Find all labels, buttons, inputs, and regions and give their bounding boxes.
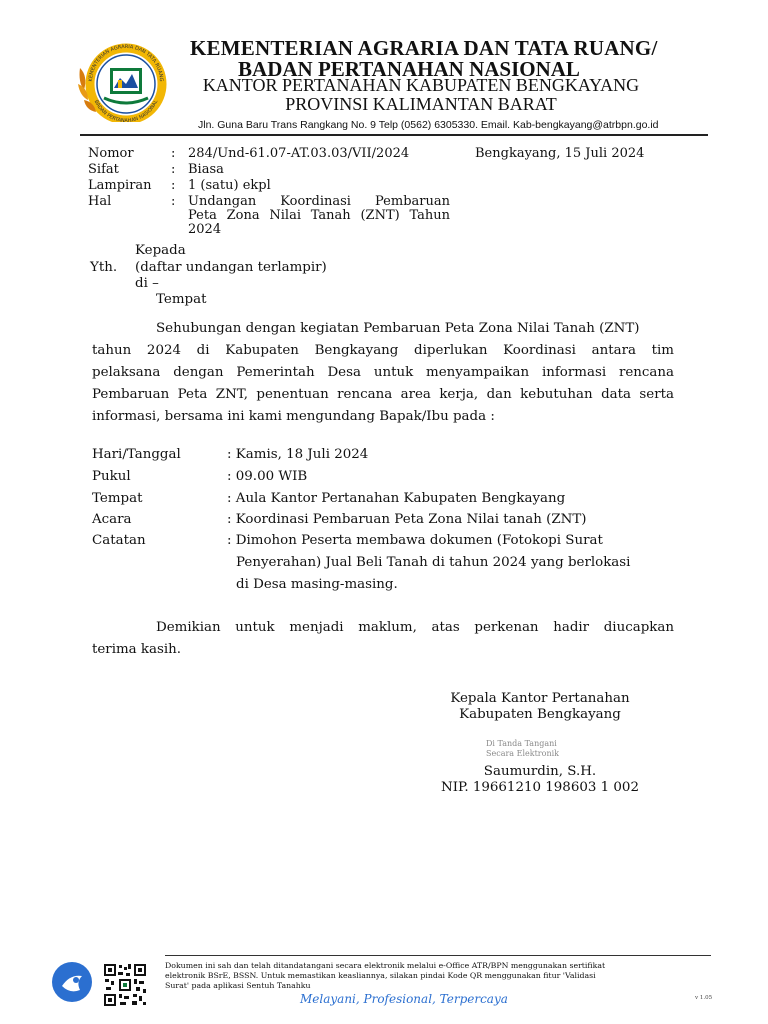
lampiran-label: Lampiran xyxy=(88,178,152,193)
recipient-di: di – xyxy=(135,276,159,291)
body-line2: tahun 2024 di Kabupaten Bengkayang diperlukan Koordinasi antara tim xyxy=(92,343,674,358)
body-line4: Pembaruan Peta ZNT, penentuan rencana area kerja, dan kebutuhan data serta xyxy=(92,387,674,402)
sifat-colon: : xyxy=(171,162,176,177)
footer-line1: Dokumen ini sah dan telah ditandatangani secara elektronik melalui e-Office ATR/BPN menggunakan sertifikat xyxy=(165,961,606,970)
sifat-value: Biasa xyxy=(188,162,224,177)
letterhead-ministry: KEMENTERIAN AGRARIA DAN TATA RUANG/ xyxy=(190,36,658,60)
nomor-value: 284/Und-61.07-AT.03.03/VII/2024 xyxy=(188,146,410,161)
footer-tagline: Melayani, Profesional, Terpercaya xyxy=(300,992,508,1006)
detail-value-tempat: : Aula Kantor Pertanahan Kabupaten Bengkayang xyxy=(227,491,566,506)
signatory-nip: NIP. 19661210 198603 1 002 xyxy=(441,780,639,795)
detail-value-pukul: : 09.00 WIB xyxy=(227,469,308,484)
hal-value-line1: Undangan Koordinasi Pembaruan xyxy=(188,194,450,209)
body-line1: Sehubungan dengan kegiatan Pembaruan Peta Zona Nilai Tanah (ZNT) xyxy=(156,321,640,336)
stamp-line1: Di Tanda Tangani xyxy=(486,739,557,748)
letterhead-agency: BADAN PERTANAHAN NASIONAL xyxy=(238,57,580,81)
detail-value-catatan-line3: di Desa masing-masing. xyxy=(236,577,398,592)
detail-label-acara: Acara xyxy=(92,512,132,527)
footer-line2: elektronik BSrE, BSSN. Untuk memastikan keasliannya, silakan pindai Kode QR menggunakan fitur 'Validasi xyxy=(165,971,596,980)
closing-line1: Demikian untuk menjadi maklum, atas perkenan hadir diucapkan xyxy=(156,620,674,635)
logo-text-bottom: BADAN PERTANAHAN NASIONAL xyxy=(92,99,160,122)
detail-value-catatan-line1: : Dimohon Peserta membawa dokumen (Fotokopi Surat xyxy=(227,533,603,548)
logo-text-top: KEMENTERIAN AGRARIA DAN TATA RUANG xyxy=(87,43,165,82)
qr-code[interactable] xyxy=(103,963,147,1007)
recipient-list: (daftar undangan terlampir) xyxy=(135,260,327,275)
letterhead-office: KANTOR PERTANAHAN KABUPATEN BENGKAYANG xyxy=(202,75,640,95)
hal-value-line2: Peta Zona Nilai Tanah (ZNT) Tahun xyxy=(188,208,450,223)
hal-colon: : xyxy=(171,194,176,209)
sifat-label: Sifat xyxy=(88,162,119,177)
electronic-signature-stamp xyxy=(486,739,559,759)
detail-label-pukul: Pukul xyxy=(92,469,131,484)
footer-line3: Surat' pada aplikasi Sentuh Tanahku xyxy=(165,981,311,990)
nomor-label: Nomor xyxy=(88,146,134,161)
letterhead-address: Jln. Guna Baru Trans Rangkang No. 9 Telp (0562) 6305330. Email. Kab-bengkayang@atrbpn.go.id xyxy=(198,119,659,131)
stamp-line2: Secara Elektronik xyxy=(486,749,559,758)
detail-label-catatan: Catatan xyxy=(92,533,146,548)
signature-title-line1: Kepala Kantor Pertanahan xyxy=(450,691,630,706)
signature-title-line2: Kabupaten Bengkayang xyxy=(459,707,621,722)
closing-line2: terima kasih. xyxy=(92,642,182,657)
hal-label: Hal xyxy=(88,194,112,209)
detail-value-acara: : Koordinasi Pembaruan Peta Zona Nilai tanah (ZNT) xyxy=(227,512,587,527)
detail-value-hari: : Kamis, 18 Juli 2024 xyxy=(227,447,369,462)
body-line5: informasi, bersama ini kami mengundang Bapak/Ibu pada : xyxy=(92,409,495,424)
detail-label-tempat: Tempat xyxy=(92,491,143,506)
footer-divider xyxy=(165,955,711,956)
lampiran-colon: : xyxy=(171,178,176,193)
place-date: Bengkayang, 15 Juli 2024 xyxy=(475,146,645,161)
recipient-tempat: Tempat xyxy=(156,292,207,307)
hal-value-line3: 2024 xyxy=(188,222,222,237)
letterhead-province: PROVINSI KALIMANTAN BARAT xyxy=(285,94,557,114)
recipient-yth: Yth. xyxy=(90,260,118,275)
sentuh-tanahku-icon xyxy=(50,960,94,1004)
footer-disclaimer xyxy=(165,961,713,991)
signatory-name: Saumurdin, S.H. xyxy=(483,764,597,779)
detail-label-hari: Hari/Tanggal xyxy=(92,447,181,462)
detail-value-catatan-line2: Penyerahan) Jual Beli Tanah di tahun 2024 yang berlokasi xyxy=(236,555,631,570)
lampiran-value: 1 (satu) ekpl xyxy=(188,178,271,193)
agency-logo xyxy=(74,38,178,122)
body-line3: pelaksana dengan Pemerintah Desa untuk menyampaikan informasi rencana xyxy=(92,365,674,380)
footer-version: v 1.05 xyxy=(695,995,713,1001)
letterhead-divider xyxy=(80,134,708,136)
nomor-colon: : xyxy=(171,146,176,161)
recipient-kepada: Kepada xyxy=(135,243,186,258)
